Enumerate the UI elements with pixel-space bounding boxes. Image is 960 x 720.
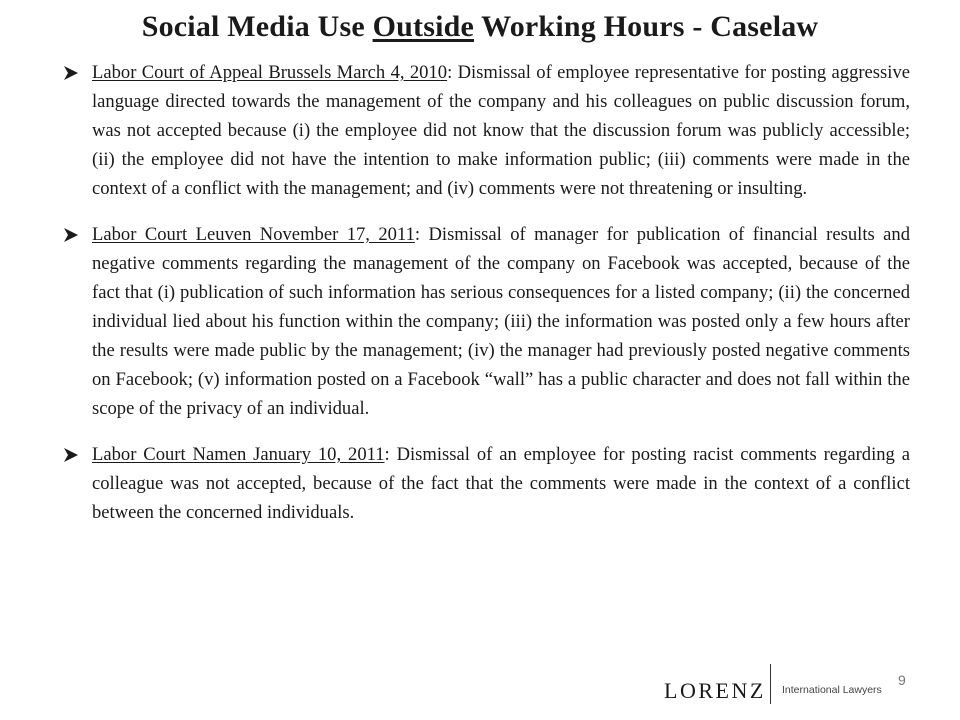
- case-reference: Labor Court Namen January 10, 2011: [92, 444, 385, 465]
- case-summary: : Dismissal of employee representative for posting aggressive language directed towards the management of the company and his colleagues on public discussion forum, was not accepted because (i) the employee did not know that the discussion forum was publicly accessible; (ii) the employee did not have the intention to make information public; (iii) comments were made in the context of a conflict with the management; and (iv) comments were not threatening or insulting.: [92, 62, 910, 199]
- caselaw-item: [62, 220, 910, 423]
- slide-title: [0, 10, 960, 44]
- title-text-start: Social Media Use: [141, 10, 373, 43]
- logo-wordmark: LORENZ: [664, 678, 766, 703]
- case-reference: Labor Court Leuven November 17, 2011: [92, 224, 415, 245]
- arrow-bullet-icon: [62, 446, 80, 464]
- logo-tagline: International Lawyers: [782, 684, 882, 696]
- caselaw-item: [62, 58, 910, 203]
- title-emphasis: Outside: [372, 10, 475, 43]
- page-number: 9: [898, 672, 906, 688]
- arrow-bullet-icon: [62, 64, 80, 82]
- caselaw-item: [62, 440, 910, 527]
- lorenz-logo: [664, 662, 900, 706]
- title-text-end: Working Hours - Caselaw: [474, 10, 819, 43]
- case-summary: : Dismissal of manager for publication of financial results and negative comments regarding the management of the company on Facebook was accepted, because of the fact that (i) publication of such information has serious consequences for a listed company; (ii) the concerned individual lied about his function within the company; (iii) the information was posted only a few hours after the results were made public by the management; (iv) the manager had previously posted negative comments on Facebook; (v) information posted on a Facebook “wall” has a public character and does not fall within the scope of the privacy of an individual.: [92, 224, 910, 419]
- case-reference: Labor Court of Appeal Brussels March 4, 2010: [92, 62, 448, 83]
- caselaw-list: [62, 58, 910, 527]
- logo-divider: [770, 664, 771, 704]
- case-summary: : Dismissal of an employee for posting racist comments regarding a colleague was not accepted, because of the fact that the comments were made in the context of a conflict between the concerned individuals.: [92, 444, 910, 523]
- arrow-bullet-icon: [62, 226, 80, 244]
